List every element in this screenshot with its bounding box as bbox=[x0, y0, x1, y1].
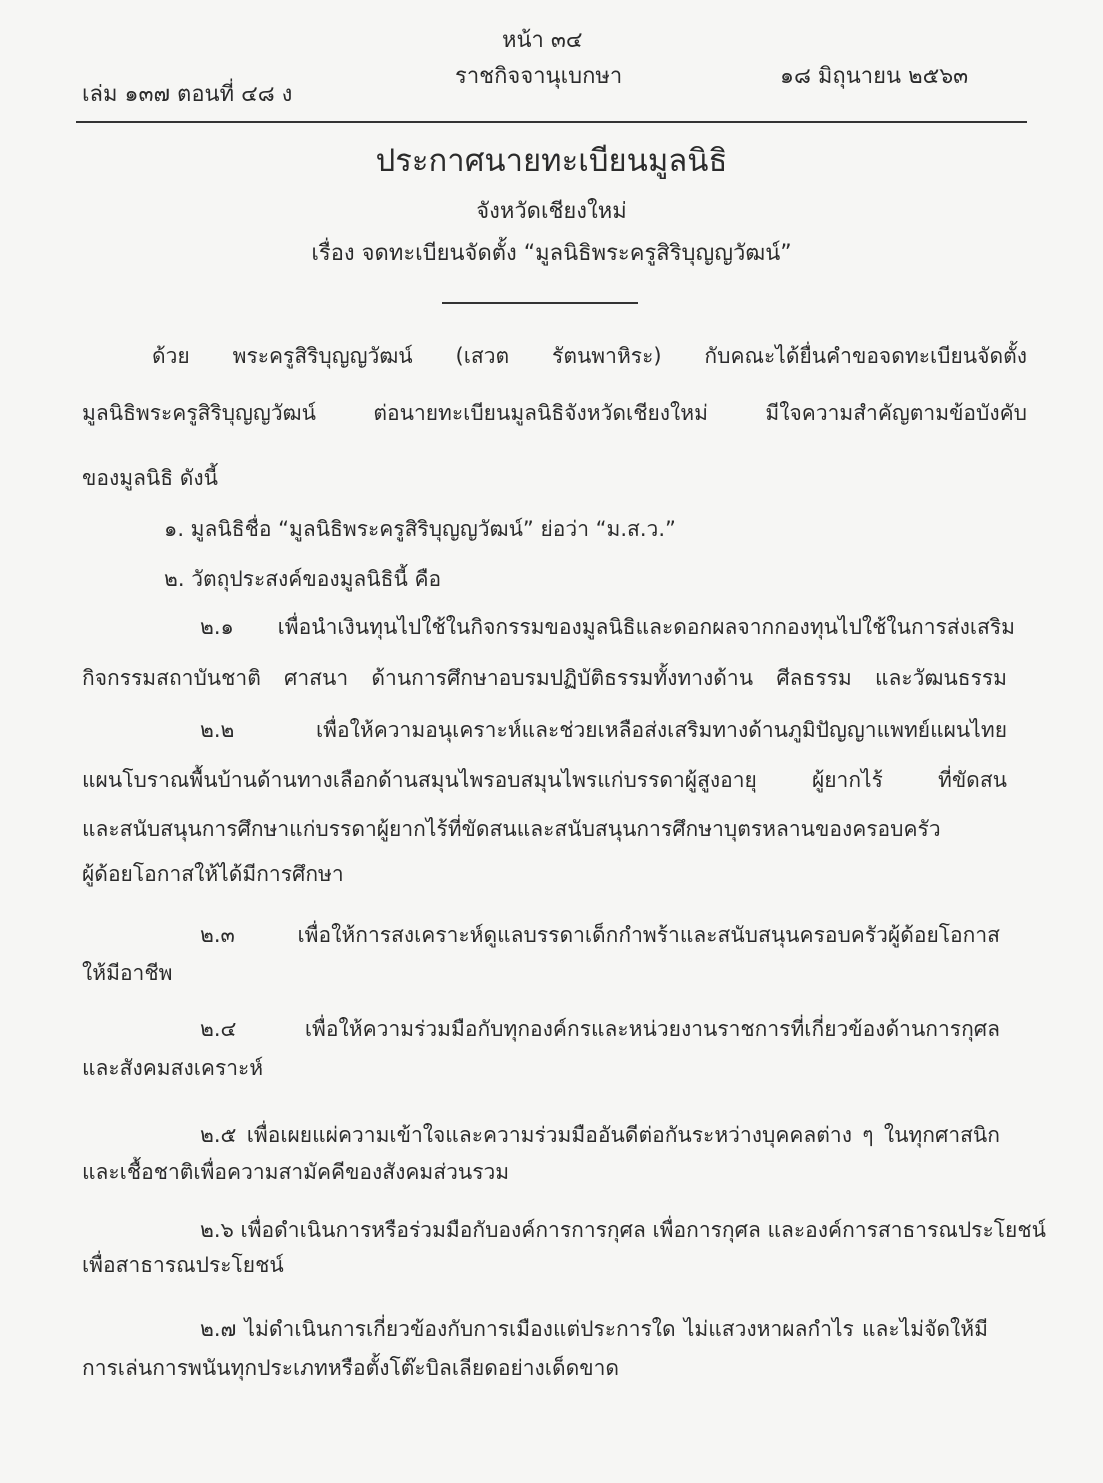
body-line: กิจกรรมสถาบันชาติ ศาสนา ด้านการศึกษาอบรมปฏิบัติธรรมทั้งทางด้าน ศีลธรรม และวัฒนธรรม bbox=[82, 666, 1007, 690]
publication-date: ๑๘ มิถุนายน ๒๕๖๓ bbox=[780, 64, 969, 89]
issue-info: เล่ม ๑๓๗ ตอนที่ ๔๘ ง bbox=[82, 82, 293, 107]
body-line: มูลนิธิพระครูสิริบุญญวัฒน์ ต่อนายทะเบียนมูลนิธิจังหวัดเชียงใหม่ มีใจความสำคัญตามข้อบังคับ bbox=[82, 401, 1027, 425]
clause-2-2: ๒.๒ เพื่อให้ความอนุเคราะห์และช่วยเหลือส่งเสริมทางด้านภูมิปัญญาแพทย์แผนไทย bbox=[200, 718, 1007, 742]
header-divider bbox=[76, 121, 1027, 123]
body-line: ให้มีอาชีพ bbox=[82, 961, 173, 985]
body-line: ด้วย พระครูสิริบุญญวัฒน์ (เสวต รัตนพาหิระ) กับคณะได้ยื่นคำขอจดทะเบียนจัดตั้ง bbox=[152, 344, 1027, 368]
body-line: ของมูลนิธิ ดังนี้ bbox=[82, 466, 219, 490]
gazette-name: ราชกิจจานุเบกษา bbox=[455, 64, 623, 89]
body-line: ผู้ด้อยโอกาสให้ได้มีการศึกษา bbox=[82, 862, 344, 886]
announcement-title: ประกาศนายทะเบียนมูลนิธิ bbox=[375, 143, 728, 179]
announcement-province: จังหวัดเชียงใหม่ bbox=[476, 199, 627, 224]
clause-2-5: ๒.๕ เพื่อเผยแผ่ความเข้าใจและความร่วมมืออันดีต่อกันระหว่างบุคคลต่าง ๆ ในทุกศาสนิก bbox=[200, 1123, 1000, 1147]
body-line: และสนับสนุนการศึกษาแก่บรรดาผู้ยากไร้ที่ขัดสนและสนับสนุนการศึกษาบุตรหลานของครอบครัว bbox=[82, 817, 941, 841]
body-line: การเล่นการพนันทุกประเภทหรือตั้งโต๊ะบิลเลียดอย่างเด็ดขาด bbox=[82, 1356, 620, 1380]
announcement-subject: เรื่อง จดทะเบียนจัดตั้ง “มูลนิธิพระครูสิริบุญญวัฒน์” bbox=[311, 241, 792, 266]
clause-2-7: ๒.๗ ไม่ดำเนินการเกี่ยวข้องกับการเมืองแต่ประการใด ไม่แสวงหาผลกำไร และไม่จัดให้มี bbox=[200, 1317, 988, 1341]
page-number: หน้า ๓๔ bbox=[502, 28, 583, 53]
clause-2-1: ๒.๑ เพื่อนำเงินทุนไปใช้ในกิจกรรมของมูลนิธิและดอกผลจากกองทุนไปใช้ในการส่งเสริม bbox=[200, 615, 1015, 639]
body-line: และเชื้อชาติเพื่อความสามัคคีของสังคมส่วนรวม bbox=[82, 1160, 510, 1184]
clause-2-6: ๒.๖ เพื่อดำเนินการหรือร่วมมือกับองค์การการกุศล เพื่อการกุศล และองค์การสาธารณประโยชน์ bbox=[200, 1218, 1046, 1242]
body-line: แผนโบราณพื้นบ้านด้านทางเลือกด้านสมุนไพรอบสมุนไพรแก่บรรดาผู้สูงอายุ ผู้ยากไร้ ที่ขัดสน bbox=[82, 768, 1007, 792]
title-divider bbox=[442, 302, 638, 304]
body-line: และสังคมสงเคราะห์ bbox=[82, 1056, 264, 1080]
clause-2: ๒. วัตถุประสงค์ของมูลนิธินี้ คือ bbox=[164, 567, 442, 591]
body-line: เพื่อสาธารณประโยชน์ bbox=[82, 1253, 284, 1277]
clause-2-3: ๒.๓ เพื่อให้การสงเคราะห์ดูแลบรรดาเด็กกำพร้าและสนับสนุนครอบครัวผู้ด้อยโอกาส bbox=[200, 923, 1000, 947]
clause-1: ๑. มูลนิธิชื่อ “มูลนิธิพระครูสิริบุญญวัฒน์” ย่อว่า “ม.ส.ว.” bbox=[164, 517, 676, 541]
clause-2-4: ๒.๔ เพื่อให้ความร่วมมือกับทุกองค์กรและหน่วยงานราชการที่เกี่ยวข้องด้านการกุศล bbox=[200, 1017, 1000, 1041]
